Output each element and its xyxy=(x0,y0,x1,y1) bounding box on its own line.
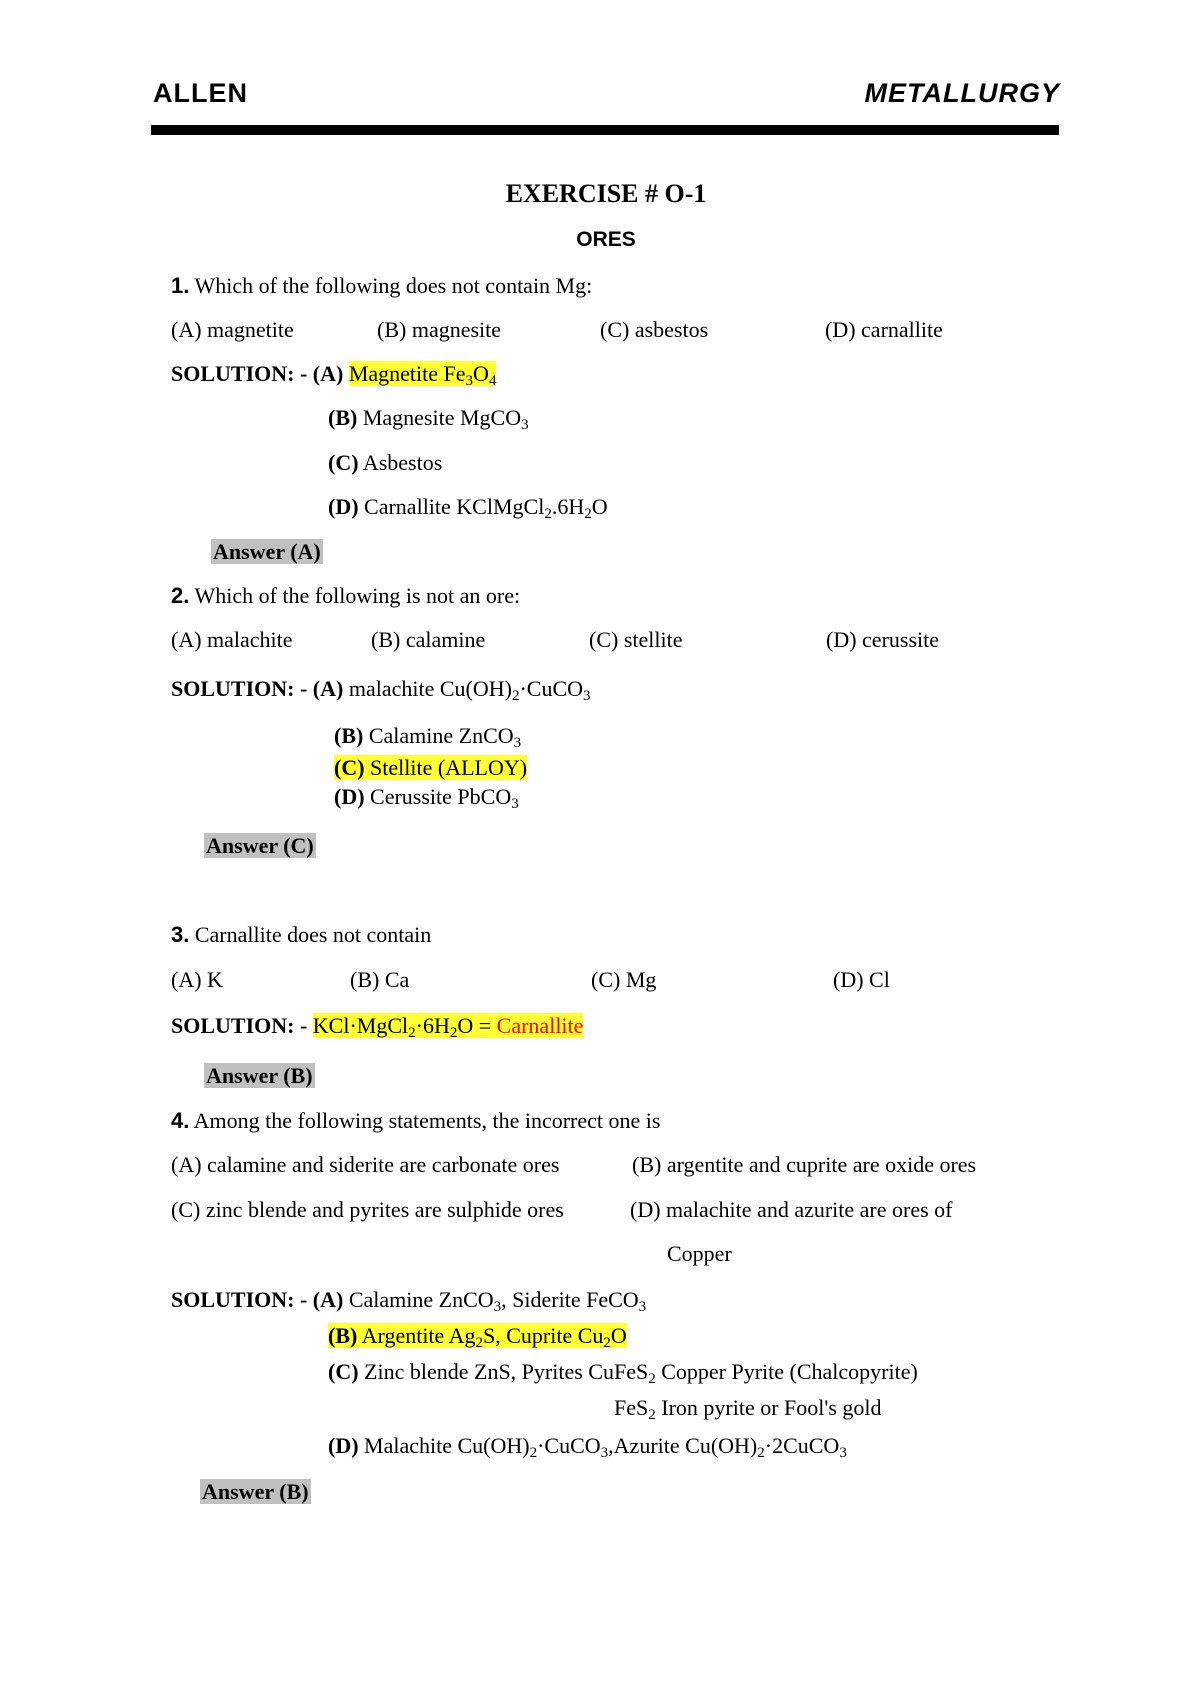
q2-sol-c-highlight xyxy=(334,755,527,780)
q4-sol-a-text-1: Calamine ZnCO xyxy=(348,1287,494,1312)
q4-sol-d-label: (D) xyxy=(328,1433,359,1458)
q4-sol-d-sub3: 2 xyxy=(757,1445,765,1461)
section-subtitle: ORES xyxy=(576,228,636,251)
q4-sol-b-text-1: Argentite Ag xyxy=(361,1323,476,1348)
q1-answer xyxy=(211,538,323,566)
q3-answer-badge: Answer (B) xyxy=(206,1063,313,1088)
q2-sol-b-label: (B) xyxy=(334,723,364,748)
q2-question xyxy=(171,582,520,610)
q1-sol-a-sub2: 4 xyxy=(488,373,497,389)
q4-sol-b-sub1: 2 xyxy=(475,1335,483,1351)
q4-sol-c2-text-1: FeS xyxy=(614,1395,649,1420)
q4-sol-d-text-1: Malachite Cu(OH) xyxy=(364,1433,530,1458)
q2-sol-a-mid1: ·CuCO xyxy=(519,676,584,701)
q1-question xyxy=(171,272,592,300)
q2-option-a: (A) malachite xyxy=(171,627,293,652)
q2-number: 2. xyxy=(171,583,190,608)
q2-sol-a-text: malachite Cu(OH) xyxy=(348,676,512,701)
q3-sol-red-text: Carnallite xyxy=(496,1013,584,1038)
q1-sol-b-label: (B) xyxy=(328,405,358,430)
q3-answer xyxy=(204,1062,315,1090)
q4-sol-c-text-1: Zinc blende ZnS, Pyrites CuFeS xyxy=(364,1359,649,1384)
q2-sol-c-text: Stellite (ALLOY) xyxy=(370,755,528,780)
q3-solution xyxy=(171,1012,583,1040)
q3-sol-sub2: 2 xyxy=(449,1025,458,1041)
q4-sol-c-text-2: Copper Pyrite (Chalcopyrite) xyxy=(655,1359,918,1384)
q1-option-b: (B) magnesite xyxy=(377,317,502,342)
q3-sol-formula-3: O = xyxy=(457,1013,492,1038)
q2-sol-a-sub1: 2 xyxy=(511,688,520,704)
q1-sol-d-mid2: O xyxy=(591,494,608,519)
q2-solution-a xyxy=(171,675,591,703)
q4-option-d: (D) malachite and azurite are ores of xyxy=(630,1197,953,1222)
q4-sol-b-highlight xyxy=(328,1323,627,1351)
q4-sol-b-sub2: 2 xyxy=(603,1335,611,1351)
q4-sol-d-sub1: 2 xyxy=(529,1445,538,1461)
q2-sol-d-label: (D) xyxy=(334,784,365,809)
q3-sol-formula-1: KCl·MgCl xyxy=(312,1013,409,1038)
q4-option-b: (B) argentite and cuprite are oxide ores xyxy=(632,1152,977,1177)
q1-solution-d xyxy=(328,493,608,521)
header-rule xyxy=(151,125,1059,135)
q1-sol-d-mid1: .6H xyxy=(551,494,585,519)
q2-sol-b-sub1: 3 xyxy=(513,735,522,751)
q4-sol-c-label: (C) xyxy=(328,1359,359,1384)
q2-text: Which of the following is not an ore: xyxy=(194,583,521,608)
q3-sol-formula-2: ·6H xyxy=(415,1013,450,1038)
q1-sol-c-text: Asbestos xyxy=(362,450,443,475)
q2-option-d: (D) cerussite xyxy=(826,627,940,652)
q1-sol-a-highlight xyxy=(348,361,497,389)
q4-solution-c-cont xyxy=(614,1394,882,1422)
q2-solution-label: SOLUTION: - xyxy=(171,676,308,701)
q4-question xyxy=(171,1107,660,1135)
q1-solution-label: SOLUTION: - xyxy=(171,361,308,386)
q3-number: 3. xyxy=(171,922,190,947)
q1-sol-d-text: Carnallite KClMgCl xyxy=(364,494,545,519)
q1-sol-b-sub1: 3 xyxy=(521,417,529,433)
q4-sol-c2-text-2: Iron pyrite or Fool's gold xyxy=(655,1395,882,1420)
q2-sol-a-sub2: 3 xyxy=(583,688,591,704)
q4-sol-a-label: (A) xyxy=(312,1287,344,1312)
q1-number: 1. xyxy=(171,273,190,298)
q2-option-b: (B) calamine xyxy=(371,627,486,652)
q3-option-a: (A) K xyxy=(171,967,223,992)
q4-answer xyxy=(200,1478,311,1506)
q4-text: Among the following statements, the incorrect one is xyxy=(193,1108,661,1133)
q3-option-b: (B) Ca xyxy=(350,967,410,992)
q1-sol-d-label: (D) xyxy=(328,494,359,519)
q1-sol-d-sub1: 2 xyxy=(544,506,552,522)
q4-option-d-cont: Copper xyxy=(667,1241,732,1266)
q4-sol-d-sub4: 3 xyxy=(839,1445,847,1461)
q1-answer-badge: Answer (A) xyxy=(213,539,321,564)
q1-solution-a xyxy=(171,360,496,388)
q4-number: 4. xyxy=(171,1108,190,1133)
q1-sol-c-label: (C) xyxy=(328,450,359,475)
q4-solution-d xyxy=(328,1432,847,1460)
q4-solution-c xyxy=(328,1358,918,1386)
q2-solution-c xyxy=(334,754,527,782)
q2-sol-a-label: (A) xyxy=(312,676,344,701)
header-right: METALLURGY xyxy=(864,78,1060,108)
q2-sol-d-text: Cerussite PbCO xyxy=(370,784,512,809)
q1-sol-d-sub2: 2 xyxy=(584,506,592,522)
q4-sol-b-text-3: O xyxy=(610,1323,627,1348)
q4-solution-a xyxy=(171,1286,646,1314)
q4-sol-c-sub1: 2 xyxy=(648,1371,656,1387)
q4-solution-b xyxy=(328,1322,627,1350)
exercise-title: EXERCISE # O-1 xyxy=(505,179,707,208)
q1-sol-a-label: (A) xyxy=(312,361,344,386)
q4-sol-d-sub2: 3 xyxy=(600,1445,609,1461)
q1-option-d: (D) carnallite xyxy=(825,317,943,342)
q4-sol-c2-sub1: 2 xyxy=(648,1407,656,1423)
q4-answer-badge: Answer (B) xyxy=(202,1479,309,1504)
q4-sol-d-text-3: ,Azurite Cu(OH) xyxy=(608,1433,758,1458)
q4-solution-label: SOLUTION: - xyxy=(171,1287,308,1312)
q1-sol-a-mid1: O xyxy=(473,361,489,386)
q2-answer xyxy=(204,832,316,860)
header-left: ALLEN xyxy=(153,78,248,108)
q3-text: Carnallite does not contain xyxy=(194,922,432,947)
q1-sol-a-sub1: 3 xyxy=(465,373,474,389)
q4-sol-b-text-2: S, Cuprite Cu xyxy=(482,1323,604,1348)
q1-option-a: (A) magnetite xyxy=(171,317,294,342)
q2-sol-c-label: (C) xyxy=(334,755,365,780)
q4-sol-a-sub2: 3 xyxy=(638,1299,647,1315)
q3-option-c: (C) Mg xyxy=(591,967,657,992)
q1-sol-b-text: Magnesite MgCO xyxy=(362,405,522,430)
q3-solution-label: SOLUTION: - xyxy=(171,1013,308,1038)
q3-sol-sub1: 2 xyxy=(408,1025,416,1041)
q2-solution-b xyxy=(334,722,521,750)
q4-sol-a-sub1: 3 xyxy=(493,1299,502,1315)
q1-solution-c xyxy=(328,449,442,477)
q2-solution-d xyxy=(334,783,519,811)
q1-text: Which of the following does not contain Mg: xyxy=(194,273,593,298)
q1-sol-a-text: Magnetite Fe xyxy=(348,361,466,386)
q4-option-a: (A) calamine and siderite are carbonate ores xyxy=(171,1152,560,1177)
q3-option-d: (D) Cl xyxy=(833,967,890,992)
q4-sol-d-text-4: ·2CuCO xyxy=(764,1433,840,1458)
q4-sol-b-label: (B) xyxy=(328,1323,358,1348)
q2-sol-b-text: Calamine ZnCO xyxy=(368,723,514,748)
q1-option-c: (C) asbestos xyxy=(600,317,709,342)
q2-sol-d-sub1: 3 xyxy=(511,796,519,812)
q4-sol-a-text-2: , Siderite FeCO xyxy=(501,1287,639,1312)
q3-question xyxy=(171,921,431,949)
q2-answer-badge: Answer (C) xyxy=(206,833,314,858)
q3-sol-highlight xyxy=(312,1013,584,1041)
q4-sol-d-text-2: ·CuCO xyxy=(537,1433,601,1458)
q4-option-c: (C) zinc blende and pyrites are sulphide ores xyxy=(171,1197,564,1222)
q2-option-c: (C) stellite xyxy=(589,627,683,652)
q1-solution-b xyxy=(328,404,529,432)
